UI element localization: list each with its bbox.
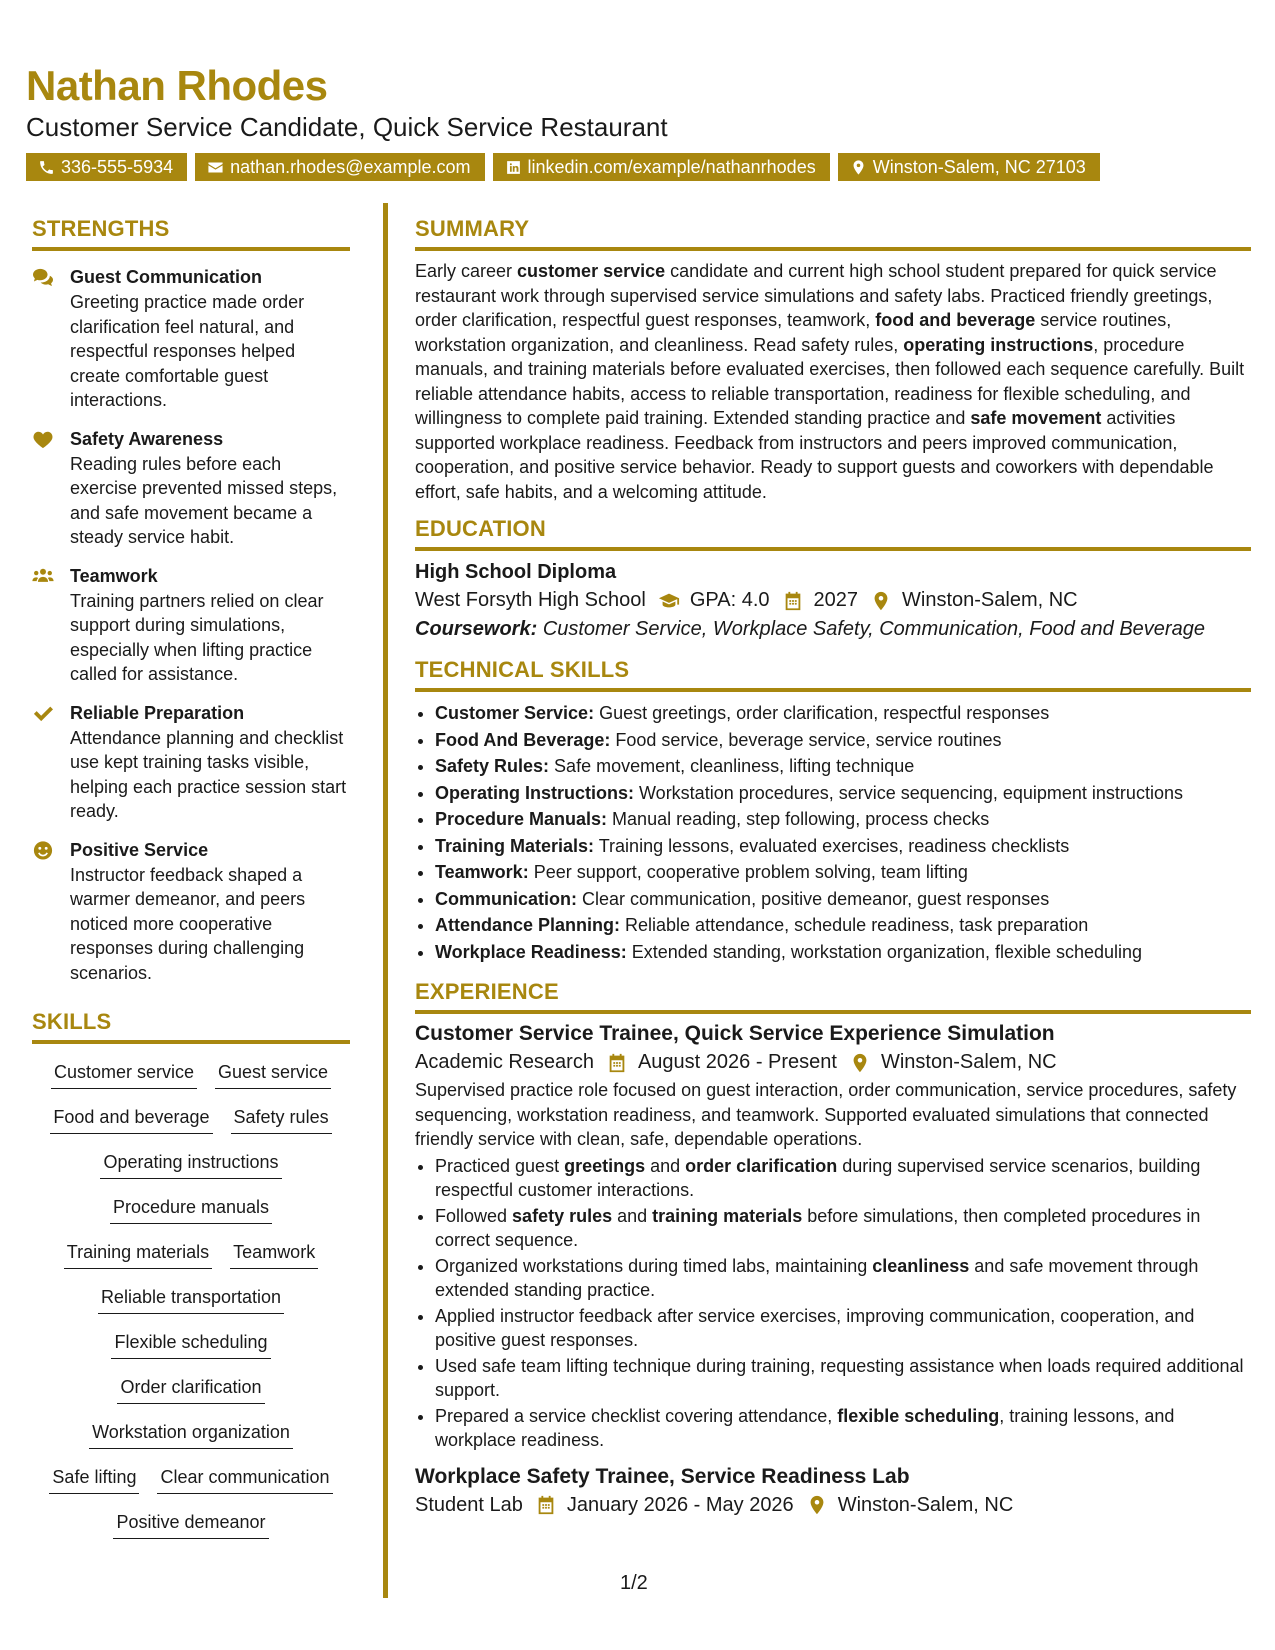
comments-icon [32, 267, 54, 287]
technical-skill-text: Clear communication, positive demeanor, guest responses [577, 888, 1050, 909]
skill-tag: Order clarification [117, 1376, 264, 1404]
technical-skill-label: Safety Rules: [435, 756, 550, 776]
skill-row [32, 1322, 350, 1367]
contact-email[interactable] [195, 153, 484, 181]
strength-item [32, 265, 350, 413]
bold-text: safety rules [512, 1205, 613, 1226]
technical-skill-item [435, 886, 1251, 913]
strength-title: Teamwork [70, 565, 158, 586]
education-coursework [415, 618, 1251, 641]
skill-row [32, 1187, 350, 1232]
heart-icon [32, 429, 54, 449]
skill-tag: Customer service [51, 1061, 197, 1089]
education-heading: EDUCATION [415, 516, 1251, 551]
technical-skill-item [435, 806, 1251, 833]
text-run: service routines, workstation organization, and cleanliness. Read safety rules, [415, 310, 1172, 355]
technical-skill-text: Safe movement, cleanliness, lifting technique [549, 756, 915, 776]
text-run: and [612, 1205, 653, 1226]
location-pin-icon [849, 1052, 871, 1074]
education-meta [415, 589, 1251, 612]
summary-heading: SUMMARY [415, 216, 1251, 251]
skills-heading: SKILLS [32, 1009, 350, 1044]
strength-title: Positive Service [70, 839, 209, 860]
contact-phone[interactable] [26, 153, 187, 181]
bold-text: flexible scheduling [837, 1405, 1000, 1426]
job-bullet [435, 1154, 1251, 1203]
skill-tag: Clear communication [157, 1466, 332, 1494]
skill-row [32, 1457, 350, 1502]
job-bullet [435, 1354, 1251, 1403]
education-gpa: GPA: 4.0 [689, 589, 770, 611]
strength-desc: Greeting practice made order clarification feel natural, and respectful responses helped create comfortable guest interactions. [70, 292, 305, 410]
job-dates: January 2026 - May 2026 [566, 1493, 794, 1516]
bold-text: operating instructions [903, 334, 1094, 355]
text-run: Used safe team lifting technique during training, requesting assistance when loads required additional support. [435, 1355, 1244, 1400]
technical-skill-item [435, 753, 1251, 780]
skill-row [32, 1502, 350, 1547]
skill-tag: Operating instructions [100, 1151, 281, 1179]
skill-row [32, 1232, 350, 1277]
technical-skill-item [435, 780, 1251, 807]
skill-row [32, 1412, 350, 1457]
bold-text: safe movement [970, 408, 1102, 428]
bold-text: customer service [517, 261, 666, 281]
technical-skill-text: Workstation procedures, service sequencing, equipment instructions [634, 782, 1183, 803]
calendar-icon [606, 1052, 628, 1074]
contact-linkedin[interactable] [493, 153, 830, 181]
right-column [415, 216, 1251, 1517]
strength-item [32, 838, 350, 986]
linkedin-icon [505, 159, 522, 176]
job-org: Academic Research [415, 1051, 594, 1073]
candidate-subtitle: Customer Service Candidate, Quick Service Restaurant [26, 112, 668, 142]
technical-skill-item [435, 939, 1251, 966]
text-run: Practiced guest [435, 1155, 565, 1176]
strength-item [32, 564, 350, 687]
technical-skill-text: Peer support, cooperative problem solving, team lifting [528, 862, 968, 882]
job-bullet [435, 1304, 1251, 1353]
text-run: Early career [415, 261, 518, 281]
technical-skill-item [435, 912, 1251, 939]
technical-skill-label: Attendance Planning: [435, 915, 621, 935]
summary-text [415, 259, 1251, 504]
column-divider [383, 203, 388, 1598]
strength-item [32, 701, 350, 824]
bold-text: training materials [652, 1205, 803, 1226]
skill-tag: Training materials [64, 1241, 212, 1269]
skill-tag: Flexible scheduling [111, 1331, 270, 1359]
technical-skill-item [435, 727, 1251, 754]
experience-heading: EXPERIENCE [415, 979, 1251, 1014]
job-title: Customer Service Trainee, Quick Service Experience Simulation [415, 1022, 1055, 1045]
technical-skill-label: Procedure Manuals: [435, 809, 608, 829]
skill-tag: Workstation organization [89, 1421, 293, 1449]
technical-skill-item [435, 859, 1251, 886]
text-run: before simulations, then completed procedures in correct sequence. [435, 1205, 1201, 1250]
text-run: during supervised service scenarios, building respectful customer interactions. [435, 1155, 1201, 1200]
education-degree: High School Diploma [415, 561, 617, 583]
skill-tag: Positive demeanor [113, 1511, 268, 1539]
users-icon [32, 566, 54, 586]
bold-text: food and beverage [875, 310, 1036, 330]
check-icon [32, 703, 54, 723]
skill-tag: Teamwork [230, 1241, 318, 1269]
envelope-icon [207, 159, 224, 176]
location-pin-icon [806, 1494, 828, 1516]
job-description: Supervised practice role focused on guest interaction, order communication, service procedures, safety sequencing, workstation readiness, and teamwork. Supported evaluated simulations that connected friendly service with clean, safe, dependable operations. [415, 1080, 1237, 1149]
contact-linkedin-text: linkedin.com/example/nathanrhodes [527, 157, 816, 177]
skill-tag: Food and beverage [50, 1106, 212, 1134]
coursework-label: Coursework: [415, 618, 538, 640]
skill-row [32, 1367, 350, 1412]
bold-text: greetings [564, 1155, 646, 1176]
strength-desc: Reading rules before each exercise prevented missed steps, and safe movement became a steady service habit. [70, 453, 338, 547]
text-run: activities supported workplace readiness. Feedback from instructors and peers improved communication, cooperation, and positive service behavior. Ready to support guests and coworkers with dependable effort, safe habits, and a welcoming attitude. [415, 408, 1214, 502]
strength-desc: Instructor feedback shaped a warmer demeanor, and peers noticed more cooperative responses during challenging scenarios. [70, 864, 306, 983]
job-meta [415, 1051, 1251, 1074]
calendar-icon [535, 1494, 557, 1516]
technical-skill-item [435, 700, 1251, 727]
strength-desc: Training partners relied on clear support during simulations, especially when lifting practice called for assistance. [70, 590, 324, 684]
bold-text: cleanliness [872, 1255, 970, 1276]
technical-skill-text: Guest greetings, order clarification, respectful responses [594, 703, 1050, 723]
job-location: Winston-Salem, NC [837, 1493, 1014, 1516]
technical-skill-label: Training Materials: [435, 835, 595, 856]
text-run: Organized workstations during timed labs, maintaining [435, 1255, 873, 1276]
location-pin-icon [850, 159, 867, 176]
candidate-name: Nathan Rhodes [26, 62, 328, 109]
text-run: , procedure manuals, and training materials before evaluated exercises, then followed each sequence carefully. Built reliable attendance habits, access to reliable transportation, readiness for flexible scheduling, and willingness to complete paid training. Extended standing practice and [415, 334, 1245, 428]
technical-skill-text: Extended standing, workstation organization, flexible scheduling [626, 941, 1143, 962]
phone-icon [38, 159, 55, 176]
technical-skill-label: Operating Instructions: [435, 782, 635, 803]
job-bullet [435, 1254, 1251, 1303]
contact-location-text: Winston-Salem, NC 27103 [872, 157, 1086, 177]
education-year: 2027 [813, 589, 859, 611]
skill-tag: Safety rules [231, 1106, 332, 1134]
education-school: West Forsyth High School [415, 589, 646, 611]
technical-skills-list [415, 700, 1251, 965]
job-org: Student Lab [415, 1493, 523, 1516]
job-title: Workplace Safety Trainee, Service Readiness Lab [415, 1464, 910, 1488]
smile-icon [32, 840, 54, 860]
technical-skills-heading: TECHNICAL SKILLS [415, 657, 1251, 692]
technical-skill-label: Communication: [435, 888, 577, 909]
coursework-text: Customer Service, Workplace Safety, Communication, Food and Beverage [542, 618, 1205, 640]
strength-title: Reliable Preparation [70, 702, 245, 723]
strength-title: Safety Awareness [70, 428, 224, 449]
text-run: and safe movement through extended standing practice. [435, 1255, 1199, 1300]
job-location: Winston-Salem, NC [880, 1051, 1057, 1073]
technical-skill-text: Reliable attendance, schedule readiness, task preparation [620, 915, 1089, 935]
text-run: , training lessons, and workplace readiness. [435, 1405, 1175, 1450]
strength-item [32, 427, 350, 550]
job-bullet [435, 1204, 1251, 1253]
job-entry [415, 1465, 1251, 1517]
skill-tag: Guest service [215, 1061, 331, 1089]
location-pin-icon [870, 590, 892, 612]
job-meta [415, 1494, 1251, 1517]
technical-skill-label: Food And Beverage: [435, 729, 611, 750]
contact-phone-text: 336-555-5934 [61, 157, 174, 177]
technical-skill-text: Food service, beverage service, service routines [610, 729, 1002, 750]
skill-row [32, 1097, 350, 1142]
graduation-cap-icon [658, 590, 680, 612]
skill-tag: Safe lifting [49, 1466, 139, 1494]
technical-skill-item [435, 833, 1251, 860]
text-run: candidate and current high school student prepared for quick service restaurant work through supervised service simulations and safety labs. Practiced friendly greetings, order clarification, respectful guest responses, teamwork, [415, 261, 1217, 330]
job-dates: August 2026 - Present [637, 1051, 837, 1073]
technical-skill-label: Customer Service: [435, 703, 595, 723]
text-run: Prepared a service checklist covering attendance, [435, 1405, 838, 1426]
contact-email-text: nathan.rhodes@example.com [230, 157, 471, 177]
contact-bar [26, 153, 1100, 181]
text-run: Applied instructor feedback after service exercises, improving communication, cooperation, and positive guest responses. [435, 1305, 1195, 1350]
skills-list [32, 1052, 350, 1547]
technical-skill-text: Manual reading, step following, process checks [607, 809, 990, 829]
text-run: and [645, 1155, 686, 1176]
education-location: Winston-Salem, NC [902, 589, 1078, 611]
skill-tag: Reliable transportation [98, 1286, 284, 1314]
skill-tag: Procedure manuals [110, 1196, 272, 1224]
strengths-heading: STRENGTHS [32, 216, 350, 251]
technical-skill-label: Teamwork: [435, 862, 529, 882]
left-column [32, 216, 350, 1547]
contact-location [838, 153, 1100, 181]
technical-skill-label: Workplace Readiness: [435, 941, 627, 962]
job-entry [415, 1022, 1251, 1453]
skill-row [32, 1052, 350, 1097]
strength-title: Guest Communication [70, 267, 263, 287]
strength-desc: Attendance planning and checklist use kept training tasks visible, helping each practice session start ready. [70, 727, 347, 821]
bold-text: order clarification [685, 1155, 838, 1176]
page-number: 1/2 [620, 1572, 648, 1594]
skill-row [32, 1277, 350, 1322]
text-run: Followed [435, 1205, 513, 1226]
technical-skill-text: Training lessons, evaluated exercises, readiness checklists [594, 835, 1070, 856]
job-bullets [415, 1154, 1251, 1453]
calendar-icon [782, 590, 804, 612]
job-bullet [435, 1404, 1251, 1453]
skill-row [32, 1142, 350, 1187]
